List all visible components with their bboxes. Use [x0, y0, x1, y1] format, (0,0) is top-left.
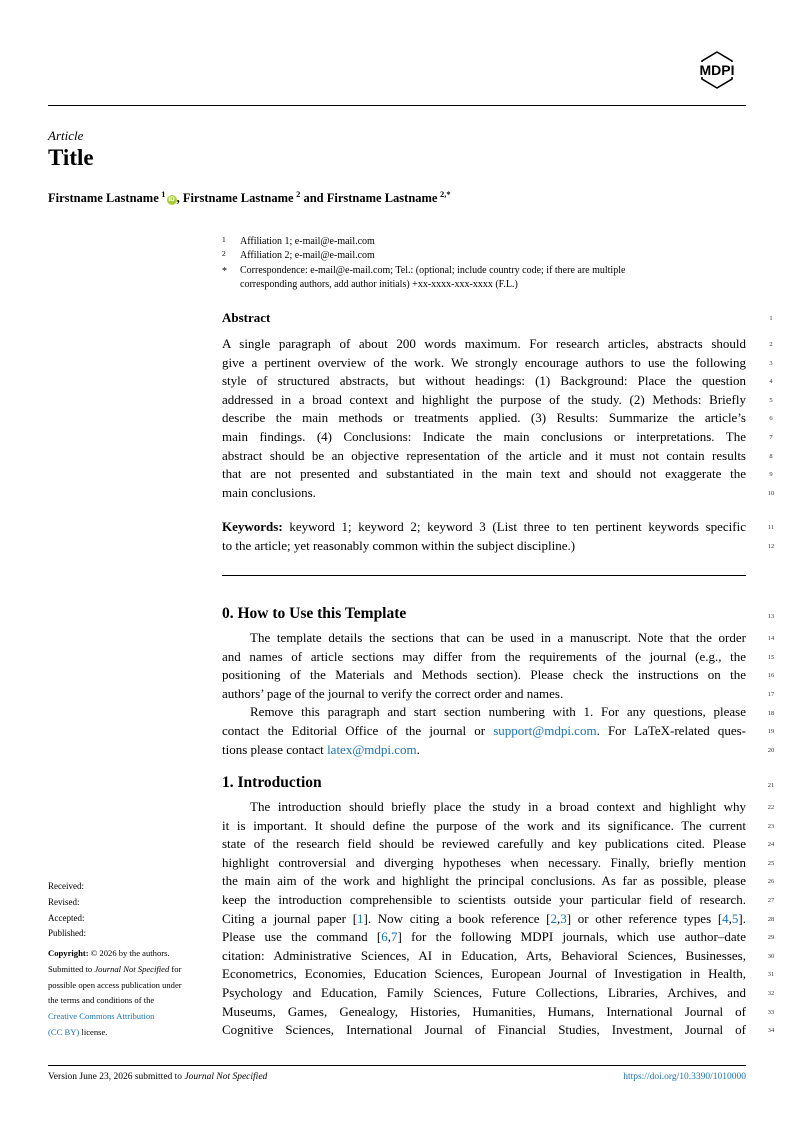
- text-line: style of structured abstracts, but without headings: (1) Background: Place the question: [222, 373, 746, 389]
- text-line: it is important. It should define the purpose of the work and its significance. The current: [222, 817, 746, 833]
- text-line: main findings. (4) Conclusions: Indicate the main conclusions or interpretations. The: [222, 428, 746, 444]
- line-number: 18: [767, 710, 775, 717]
- published-label: Published:: [48, 928, 87, 939]
- text-line: abstract should be an objective representation of the article and it must not contain results: [222, 447, 746, 463]
- text-line: Psychology and Education, Family Sciences, Future Collections, Libraries, Archives, and: [222, 984, 746, 1000]
- affiliation-text: Affiliation 1; e-mail@e-mail.com: [240, 236, 375, 247]
- line-number: 29: [767, 934, 775, 941]
- text-line: The template details the sections that can be used in a manuscript. Note that the order: [250, 630, 746, 645]
- text-span: . For LaTeX-related ques-: [596, 722, 746, 738]
- text-line: Museums, Games, Genealogy, Histories, Humanities, Humans, International Journal of: [222, 1003, 746, 1019]
- line-number: 6: [769, 415, 773, 422]
- line-number: 23: [767, 823, 775, 830]
- author-name: Firstname Lastname: [326, 191, 438, 206]
- author-separator: ,: [176, 191, 183, 206]
- author-list: [48, 189, 451, 206]
- section-1-body: [222, 798, 746, 1040]
- line-number: 27: [767, 897, 775, 904]
- line-number: 3: [769, 360, 773, 367]
- line-number: 28: [767, 916, 775, 923]
- affiliation-text: corresponding authors, add author initials) +xx-xxxx-xxx-xxxx (F.L.): [240, 279, 518, 290]
- article-type: Article: [48, 128, 84, 143]
- affiliation-text: Affiliation 2; e-mail@e-mail.com: [240, 250, 375, 261]
- line-number: 8: [769, 453, 773, 460]
- text-span: contact the Editorial Office of the journal or: [222, 722, 494, 738]
- line-number: 20: [767, 747, 775, 754]
- abstract-body: [222, 335, 746, 502]
- text-line: authors’ page of the journal to verify the correct order and names.: [222, 685, 564, 701]
- doi-link[interactable]: https://doi.org/10.3390/1010000: [623, 1072, 746, 1082]
- text-line: state of the research field should be reviewed carefully and key publications cited. Please: [222, 836, 746, 852]
- orcid-icon[interactable]: iD: [168, 196, 175, 204]
- line-number: 13: [767, 613, 775, 620]
- text-span: Please use the command [: [222, 929, 382, 945]
- line-number: 5: [769, 397, 773, 404]
- abstract-rule: [222, 575, 746, 576]
- text-span: ] or other reference types [: [566, 910, 723, 926]
- text-line: main conclusions.: [222, 484, 316, 500]
- author-affil-mark: 1: [161, 189, 166, 199]
- text-span: ,: [387, 929, 391, 945]
- text-line: addressed in a broad context and highlight the purpose of the study. (2) Methods: Briefly: [222, 391, 746, 407]
- line-number: 16: [767, 672, 775, 679]
- author-name: Firstname Lastname: [48, 191, 159, 206]
- citation-link[interactable]: 1: [357, 910, 364, 926]
- affiliation-mark: 2: [222, 249, 226, 258]
- copyright-label: Copyright:: [48, 948, 89, 958]
- line-number: 30: [767, 953, 775, 960]
- line-number: 31: [767, 971, 775, 978]
- text-span: .: [416, 741, 420, 757]
- line-number: 33: [767, 1009, 775, 1016]
- line-number: 9: [769, 471, 773, 478]
- svg-text:MDPI: MDPI: [699, 62, 735, 78]
- line-number: 14: [767, 635, 775, 642]
- text-line: keep the introduction comprehensible to scientists outside your particular field of research.: [222, 891, 746, 907]
- section-0-body: [222, 629, 746, 759]
- line-number: 7: [769, 434, 773, 441]
- line-number: 22: [767, 804, 775, 811]
- header-rule: [48, 105, 746, 106]
- text-span: ]. Now citing a book reference [: [363, 910, 551, 926]
- text-span: ,: [557, 910, 561, 926]
- text-line: The introduction should briefly place the study in a broad context and highlight why: [250, 799, 746, 814]
- revised-label: Revised:: [48, 896, 80, 907]
- mdpi-logo: [688, 51, 746, 89]
- citation-link[interactable]: 2: [550, 910, 558, 926]
- line-number: 11: [767, 524, 775, 531]
- version-note: [48, 1072, 267, 1082]
- line-number: 2: [769, 341, 773, 348]
- line-number: 19: [767, 728, 775, 735]
- copyright-notice: [48, 946, 208, 1041]
- text-span: Citing a journal paper [: [222, 910, 358, 926]
- accepted-label: Accepted:: [48, 912, 85, 923]
- citation-link[interactable]: 5: [731, 910, 739, 926]
- citation-link[interactable]: 3: [560, 910, 567, 926]
- abstract-heading: Abstract: [222, 310, 271, 325]
- citation-link[interactable]: 6: [381, 929, 388, 945]
- affiliation-mark: *: [222, 266, 227, 277]
- received-label: Received:: [48, 881, 84, 891]
- cc-license-link[interactable]: Creative Commons Attribution: [48, 1011, 155, 1022]
- citation-link[interactable]: 4: [722, 910, 729, 926]
- line-number: 21: [767, 782, 775, 789]
- text-line: give a pertinent overview of the work. We strongly encourage authors to use the following: [222, 354, 746, 370]
- line-number: 24: [767, 841, 775, 848]
- line-number: 10: [767, 490, 775, 497]
- journal-name: Journal Not Specified: [94, 963, 170, 974]
- text-line: Remove this paragraph and start section numbering with 1. For any questions, please: [250, 704, 746, 720]
- line-number: 15: [767, 654, 775, 661]
- text-line: describe the main methods or treatments applied. (3) Results: Summarize the article’s: [222, 410, 746, 426]
- affiliation-text: Correspondence: e-mail@e-mail.com; Tel.: (optional; include country code; if there are multiple: [240, 265, 626, 276]
- text-line: the main aim of the work and highlight the principal conclusions. As far as possible, please: [222, 873, 746, 889]
- line-number: 17: [767, 691, 775, 698]
- article-title: Title: [48, 145, 94, 170]
- line-number: 25: [767, 860, 775, 867]
- keywords-text: keyword 1; keyword 2; keyword 3 (List three to ten pertinent keywords specific: [289, 519, 747, 534]
- text-line: Econometrics, Economies, Education Sciences, European Journal of Investigation in Health,: [222, 966, 746, 982]
- text-line: that are not presented and substantiated in the main text and should not exaggerate the: [222, 466, 746, 482]
- journal-name: Journal Not Specified: [184, 1072, 268, 1082]
- text-line: citation: Administrative Sciences, AI in Education, Arts, Behavioral Sciences, Businesses,: [222, 947, 746, 963]
- copyright-text: possible open access publication under: [48, 979, 182, 990]
- author-affil-mark: 2,*: [440, 189, 451, 199]
- text-line: A single paragraph of about 200 words maximum. For research articles, abstracts should: [222, 336, 746, 351]
- copyright-text: © 2026 by the authors.: [90, 948, 170, 958]
- keywords-text: to the article; yet reasonably common within the subject discipline.): [222, 537, 576, 553]
- latex-email-link[interactable]: latex@mdpi.com: [327, 741, 417, 757]
- keywords-label: Keywords:: [222, 519, 283, 534]
- line-number: 4: [769, 378, 773, 385]
- section-heading: 1. Introduction: [222, 774, 322, 791]
- line-number: 32: [767, 990, 775, 997]
- version-text: Version June 23, 2026 submitted to: [48, 1072, 185, 1082]
- citation-link[interactable]: 7: [391, 929, 398, 945]
- affiliation-mark: 1: [222, 235, 226, 244]
- copyright-text: the terms and conditions of the: [48, 995, 155, 1006]
- keywords: [222, 518, 746, 555]
- text-span: tions please contact: [222, 741, 328, 757]
- footer-rule: [48, 1065, 746, 1066]
- author-name: Firstname Lastname: [182, 191, 294, 206]
- text-line: and names of article sections may differ from the requirements of the journal (e.g., the: [222, 648, 746, 664]
- text-span: ,: [728, 910, 732, 926]
- line-number: 26: [767, 878, 775, 885]
- copyright-text: license.: [79, 1026, 108, 1037]
- copyright-text: for: [169, 963, 182, 974]
- cc-by-link[interactable]: (CC BY): [48, 1026, 80, 1037]
- copyright-text: Submitted to: [48, 963, 95, 974]
- text-line: highlight controversial and diverging hypotheses when necessary. Finally, briefly mention: [222, 854, 746, 870]
- author-separator: and: [300, 191, 327, 206]
- line-number: 12: [767, 543, 775, 550]
- support-email-link[interactable]: support@mdpi.com: [493, 722, 597, 738]
- text-span: ] for the following MDPI journals, which use author–date: [397, 929, 746, 945]
- text-line: positioning of the Materials and Methods section). Please check the instructions on the: [222, 667, 746, 683]
- line-number: 34: [767, 1027, 775, 1034]
- text-line: Cognitive Sciences, International Journal of Financial Studies, Investment, Journal of: [222, 1022, 746, 1038]
- line-number: 1: [769, 315, 773, 322]
- publication-dates: [48, 879, 208, 942]
- text-span: ].: [738, 910, 746, 926]
- section-heading: 0. How to Use this Template: [222, 605, 407, 622]
- author-affil-mark: 2: [296, 189, 301, 199]
